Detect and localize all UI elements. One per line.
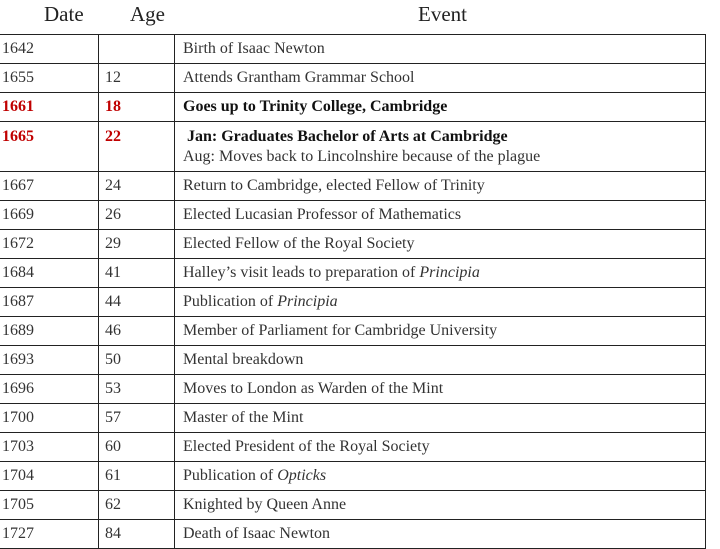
age-cell: 53 [99,375,175,404]
event-text: Halley’s visit leads to preparation of [183,264,420,281]
event-line: Jan: Graduates Bachelor of Arts at Cambridge [187,128,508,145]
event-cell [175,288,706,317]
date-cell: 1669 [0,201,99,230]
date-cell: 1704 [0,462,99,491]
table-row [0,230,706,259]
age-cell: 26 [99,201,175,230]
table-row [0,462,706,491]
table-row [0,259,706,288]
event-cell [175,259,706,288]
date-cell: 1727 [0,520,99,549]
header-event: Event [418,2,467,26]
book-title: Principia [419,264,480,281]
age-cell: 57 [99,404,175,433]
table-header [0,0,720,34]
table-row [0,64,706,93]
table-row [0,93,706,122]
event-text: Publication of [183,467,278,484]
header-age: Age [130,2,165,26]
table-row [0,404,706,433]
table-row [0,491,706,520]
age-cell: 44 [99,288,175,317]
table-row [0,346,706,375]
event-cell: Attends Grantham Grammar School [175,64,706,93]
book-title: Opticks [277,467,327,484]
age-cell: 18 [99,93,175,122]
event-cell: Master of the Mint [175,404,706,433]
event-cell: Knighted by Queen Anne [175,491,706,520]
event-cell [175,462,706,491]
age-cell: 12 [99,64,175,93]
event-cell [175,122,706,172]
event-cell: Death of Isaac Newton [175,520,706,549]
table-row [0,122,706,172]
event-text: Publication of [183,293,278,310]
table-row [0,172,706,201]
age-cell: 41 [99,259,175,288]
age-cell: 84 [99,520,175,549]
table-row [0,35,706,64]
date-cell: 1684 [0,259,99,288]
date-cell: 1665 [0,122,99,172]
date-cell: 1661 [0,93,99,122]
event-cell: Elected Lucasian Professor of Mathematics [175,201,706,230]
age-cell: 24 [99,172,175,201]
age-cell: 22 [99,122,175,172]
event-cell: Goes up to Trinity College, Cambridge [175,93,706,122]
age-cell: 61 [99,462,175,491]
event-cell: Birth of Isaac Newton [175,35,706,64]
table-row [0,375,706,404]
header-date: Date [44,2,84,26]
table-row [0,520,706,549]
event-line: Aug: Moves back to Lincolnshire because of the plague [183,148,541,165]
date-cell: 1655 [0,64,99,93]
date-cell: 1700 [0,404,99,433]
age-cell: 46 [99,317,175,346]
age-cell: 29 [99,230,175,259]
age-cell: 62 [99,491,175,520]
event-cell: Return to Cambridge, elected Fellow of Trinity [175,172,706,201]
timeline-table [0,34,706,549]
date-cell: 1693 [0,346,99,375]
date-cell: 1703 [0,433,99,462]
table-row [0,201,706,230]
age-cell: 60 [99,433,175,462]
event-cell: Elected President of the Royal Society [175,433,706,462]
age-cell: 50 [99,346,175,375]
date-cell: 1705 [0,491,99,520]
date-cell: 1667 [0,172,99,201]
table-row [0,433,706,462]
book-title: Principia [277,293,338,310]
date-cell: 1672 [0,230,99,259]
date-cell: 1696 [0,375,99,404]
event-cell: Moves to London as Warden of the Mint [175,375,706,404]
table-row [0,288,706,317]
event-cell: Mental breakdown [175,346,706,375]
date-cell: 1642 [0,35,99,64]
age-cell [99,35,175,64]
date-cell: 1689 [0,317,99,346]
event-cell: Elected Fellow of the Royal Society [175,230,706,259]
table-row [0,317,706,346]
date-cell: 1687 [0,288,99,317]
event-cell: Member of Parliament for Cambridge University [175,317,706,346]
